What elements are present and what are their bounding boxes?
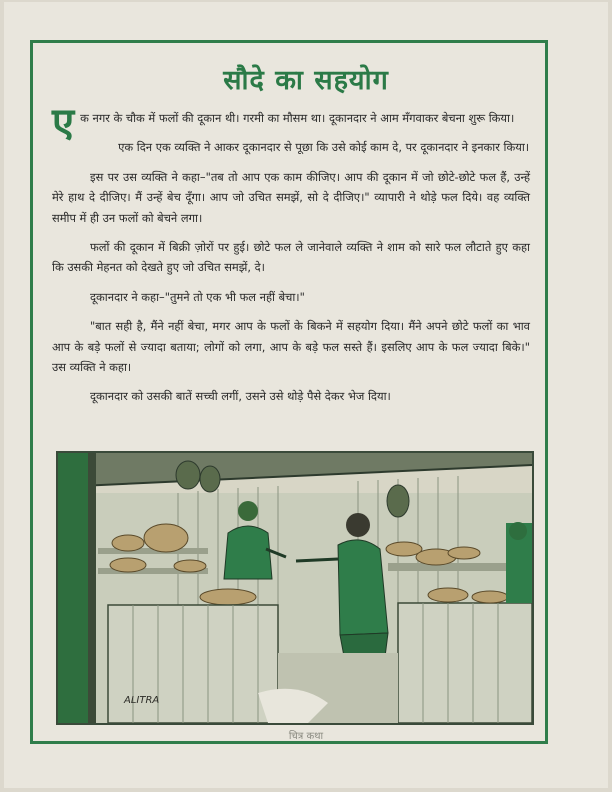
paragraph-7: दूकानदार को उसकी बातें सच्ची लगीं, उसने उसे थोड़े पैसे देकर भेज दिया। xyxy=(90,389,391,404)
paragraph-6: "बात सही है, मैंने नहीं बेचा, मगर आप के फलों के बिकने में सहयोग दिया। मैंने अपने छोटे फलों का भाव आप के बड़े फलों से ज्यादा बताया; लोगों को लगा, आप के बड़े फल सस्ते हैं। इसलिए आप के फल ज्यादा बिके।" उस व्यक्ति ने कहा। xyxy=(52,319,530,375)
paragraph-4: फलों की दूकान में बिक्री ज़ोरों पर हुई। छोटे फल ले जानेवाले व्यक्ति ने शाम को सारे फल लौटाते हुए कहा कि उसकी मेहनत को देखते हुए जो उचित समझें, दे। xyxy=(52,240,530,275)
story-illustration xyxy=(56,451,534,725)
paragraph-2: एक दिन एक व्यक्ति ने आकर दूकानदार से पूछा कि उसे कोई काम दे, पर दूकानदार ने इनकार किया। xyxy=(118,140,530,155)
illustration-signature: ALITRA xyxy=(124,695,160,706)
drop-cap: ए xyxy=(52,100,75,146)
page-footer: चित्र कथा xyxy=(288,731,324,742)
story-body xyxy=(52,100,530,416)
paragraph-1: एक नगर के चौक में फलों की दूकान थी। गरमी का मौसम था। दूकानदार ने आम मँगवाकर बेचना शुरू किया। xyxy=(52,100,515,146)
paragraph-3: इस पर उस व्यक्ति ने कहा–"तब तो आप एक काम कीजिए। आप की दूकान में जो छोटे-छोटे फल हैं, उन्हें मेरे हाथ दे दीजिए। मैं उन्हें बेच दूँगा। आप जो उचित समझें, सो दे दीजिए।" व्यापारी ने थोड़े फल दिये। वह व्यक्ति समीप में ही उन फलों को बेचने लगा। xyxy=(52,169,530,225)
story-title: सौदे का सहयोग xyxy=(223,65,389,96)
paragraph-5: दूकानदार ने कहा–"तुमने तो एक भी फल नहीं बेचा।" xyxy=(90,289,305,304)
fruit-shop-scene xyxy=(58,453,532,723)
